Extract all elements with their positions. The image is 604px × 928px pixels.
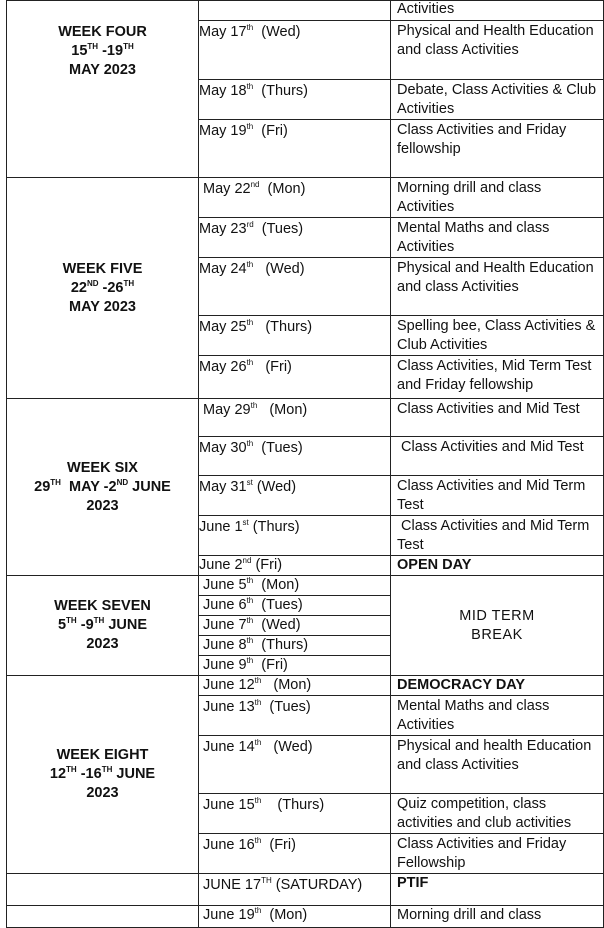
day-cell: JUNE 17TH (SATURDAY) bbox=[199, 874, 391, 906]
activity-cell: Spelling bee, Class Activities & Club Activities bbox=[391, 316, 604, 356]
week-cell-empty bbox=[7, 906, 199, 928]
table-row bbox=[7, 399, 604, 437]
week-title: WEEK FIVE bbox=[62, 260, 143, 277]
day-cell: June 5th (Mon) bbox=[199, 576, 391, 596]
activity-cell: Class Activities, Mid Term Test and Friday fellowship bbox=[391, 356, 604, 399]
week-month: MAY 2023 bbox=[69, 298, 136, 315]
day-cell: June 1st (Thurs) bbox=[199, 516, 391, 556]
day-cell: June 2nd (Fri) bbox=[199, 556, 391, 576]
week-label-five bbox=[7, 178, 199, 399]
week-label-four bbox=[7, 1, 199, 178]
day-cell: June 12th (Mon) bbox=[199, 676, 391, 696]
week-dates: 15TH -19TH bbox=[71, 42, 134, 59]
day-cell: May 29th (Mon) bbox=[199, 399, 391, 437]
week-label-six bbox=[7, 399, 199, 576]
activity-cell: Morning drill and class bbox=[391, 906, 604, 928]
activity-cell: Physical and Health Education and class Activities bbox=[391, 258, 604, 316]
table-row bbox=[7, 906, 604, 928]
activity-cell-ptif: PTIF bbox=[391, 874, 604, 906]
table-row bbox=[7, 576, 604, 596]
activity-cell: Debate, Class Activities & Club Activities bbox=[391, 80, 604, 120]
activity-cell: Physical and Health Education and class Activities bbox=[391, 21, 604, 80]
activity-cell: Mental Maths and class Activities bbox=[391, 218, 604, 258]
break-label: BREAK bbox=[471, 626, 523, 643]
activity-cell: Mental Maths and class Activities bbox=[391, 696, 604, 736]
day-cell: June 6th (Tues) bbox=[199, 596, 391, 616]
day-cell: June 8th (Thurs) bbox=[199, 636, 391, 656]
day-cell: June 7th (Wed) bbox=[199, 616, 391, 636]
week-label-seven bbox=[7, 576, 199, 676]
day-cell: June 15th (Thurs) bbox=[199, 794, 391, 834]
activity-cell: Morning drill and class Activities bbox=[391, 178, 604, 218]
week-label-eight bbox=[7, 676, 199, 874]
day-cell: June 9th (Fri) bbox=[199, 656, 391, 676]
week-year: 2023 bbox=[86, 785, 119, 801]
day-cell: May 30th (Tues) bbox=[199, 437, 391, 476]
day-cell: May 23rd (Tues) bbox=[199, 218, 391, 258]
activity-cell: Class Activities and Mid Term Test bbox=[391, 476, 604, 516]
activity-cell: Physical and health Education and class Activities bbox=[391, 736, 604, 794]
activity-cell: DEMOCRACY DAY bbox=[391, 676, 604, 696]
week-dates: 29TH MAY -2ND JUNE bbox=[34, 477, 171, 495]
table-row bbox=[7, 1, 604, 21]
day-cell: June 13th (Tues) bbox=[199, 696, 391, 736]
week-year: 2023 bbox=[86, 636, 119, 652]
day-cell: May 24th (Wed) bbox=[199, 258, 391, 316]
day-cell: June 14th (Wed) bbox=[199, 736, 391, 794]
day-cell: May 18th (Thurs) bbox=[199, 80, 391, 120]
activity-cell: Class Activities and Friday fellowship bbox=[391, 120, 604, 178]
day-cell: June 19th (Mon) bbox=[199, 906, 391, 928]
table-row bbox=[7, 874, 604, 906]
week-dates: 12TH -16TH JUNE bbox=[49, 765, 156, 782]
week-dates: 5TH -9TH JUNE bbox=[57, 616, 148, 633]
day-cell: June 16th (Fri) bbox=[199, 834, 391, 874]
activity-cell: Class Activities and Mid Test bbox=[391, 437, 604, 476]
week-title: WEEK SIX bbox=[67, 459, 138, 476]
week-month: MAY 2023 bbox=[69, 62, 136, 78]
week-year: 2023 bbox=[86, 497, 119, 514]
school-calendar-table bbox=[6, 0, 604, 928]
week-title: WEEK SEVEN bbox=[54, 598, 151, 614]
activity-cell: Class Activities and Mid Test bbox=[391, 399, 604, 437]
day-cell: May 22nd (Mon) bbox=[199, 178, 391, 218]
table-row bbox=[7, 676, 604, 696]
day-cell: May 17th (Wed) bbox=[199, 21, 391, 80]
table-row bbox=[7, 178, 604, 218]
activity-cell: Class Activities and Mid Term Test bbox=[391, 516, 604, 556]
week-cell-empty bbox=[7, 874, 199, 906]
day-cell: May 19th (Fri) bbox=[199, 120, 391, 178]
week-title: WEEK EIGHT bbox=[56, 747, 149, 763]
week-dates: 22ND -26TH bbox=[70, 278, 135, 296]
week-title: WEEK FOUR bbox=[58, 24, 147, 40]
mid-term-label: MID TERM bbox=[459, 607, 535, 624]
activity-cell: OPEN DAY bbox=[391, 556, 604, 576]
day-cell: May 26th (Fri) bbox=[199, 356, 391, 399]
mid-term-break-cell bbox=[391, 576, 604, 676]
day-cell: May 25th (Thurs) bbox=[199, 316, 391, 356]
activity-cell: Class Activities and Friday Fellowship bbox=[391, 834, 604, 874]
day-cell bbox=[199, 1, 391, 21]
activity-cell: Activities bbox=[391, 1, 604, 21]
activity-cell: Quiz competition, class activities and club activities bbox=[391, 794, 604, 834]
day-cell: May 31st (Wed) bbox=[199, 476, 391, 516]
